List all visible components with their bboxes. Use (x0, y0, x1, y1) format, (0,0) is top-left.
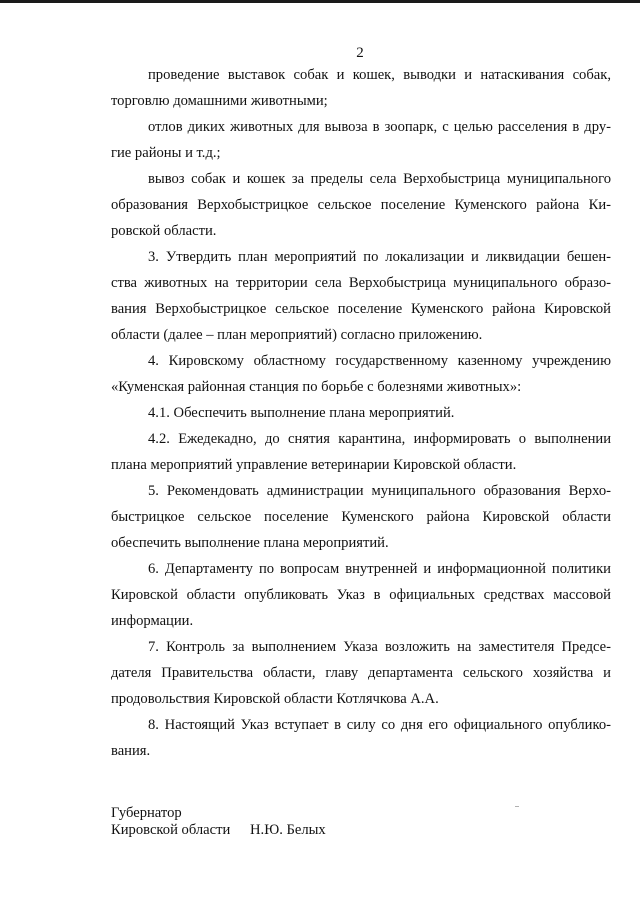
scan-mark (515, 806, 519, 807)
text-line: вания. (111, 743, 151, 759)
text-line: 8. Настоящий Указ вступает в силу со дня его официального опублико- (148, 717, 611, 733)
text-line: плана мероприятий управление ветеринарии Кировской области. (111, 457, 517, 473)
text-line: 4.2. Ежедекадно, до снятия карантина, информировать о выполнении (148, 431, 611, 447)
text-line: области (далее – план мероприятий) согласно приложению. (111, 327, 483, 343)
text-line: проведение выставок собак и кошек, выводки и натаскивания собак, (148, 67, 611, 83)
top-border-line (0, 0, 640, 3)
text-line: 6. Департаменту по вопросам внутренней и информационной политики (148, 561, 611, 577)
text-line: быстрицкое сельское поселение Куменского района Кировской области (111, 509, 611, 525)
text-line: 4. Кировскому областному государственному казенному учреждению (148, 353, 611, 369)
text-line: ровской области. (111, 223, 217, 239)
text-line: отлов диких животных для вывоза в зоопарк, с целью расселения в дру- (148, 119, 611, 135)
text-line: вывоз собак и кошек за пределы села Верхобыстрица муниципального (148, 171, 611, 187)
text-line: продовольствия Кировской области Котлячкова А.А. (111, 691, 439, 707)
text-line: «Куменская районная станция по борьбе с болезнями животных»: (111, 379, 522, 395)
text-line: 7. Контроль за выполнением Указа возложить на заместителя Предсе- (148, 639, 611, 655)
text-line: дателя Правительства области, главу департамента сельского хозяйства и (111, 665, 611, 681)
signature-region: Кировской области (111, 822, 231, 838)
text-line: образования Верхобыстрицкое сельское поселение Куменского района Ки- (111, 197, 611, 213)
text-line: ства животных на территории села Верхобыстрица муниципального образо- (111, 275, 611, 291)
signature-name: Н.Ю. Белых (250, 822, 326, 838)
text-line: информации. (111, 613, 194, 629)
signature-title: Губернатор (111, 805, 182, 821)
text-line: вания Верхобыстрицкое сельское поселение Куменского района Кировской (111, 301, 611, 317)
text-line: обеспечить выполнение плана мероприятий. (111, 535, 389, 551)
text-line: 4.1. Обеспечить выполнение плана мероприятий. (148, 405, 455, 421)
text-line: гие районы и т.д.; (111, 145, 221, 161)
text-line: 3. Утвердить план мероприятий по локализации и ликвидации бешен- (148, 249, 611, 265)
page-number: 2 (356, 45, 364, 61)
text-line: торговлю домашними животными; (111, 93, 328, 109)
text-line: Кировской области опубликовать Указ в официальных средствах массовой (111, 587, 611, 603)
text-line: 5. Рекомендовать администрации муниципального образования Верхо- (148, 483, 611, 499)
